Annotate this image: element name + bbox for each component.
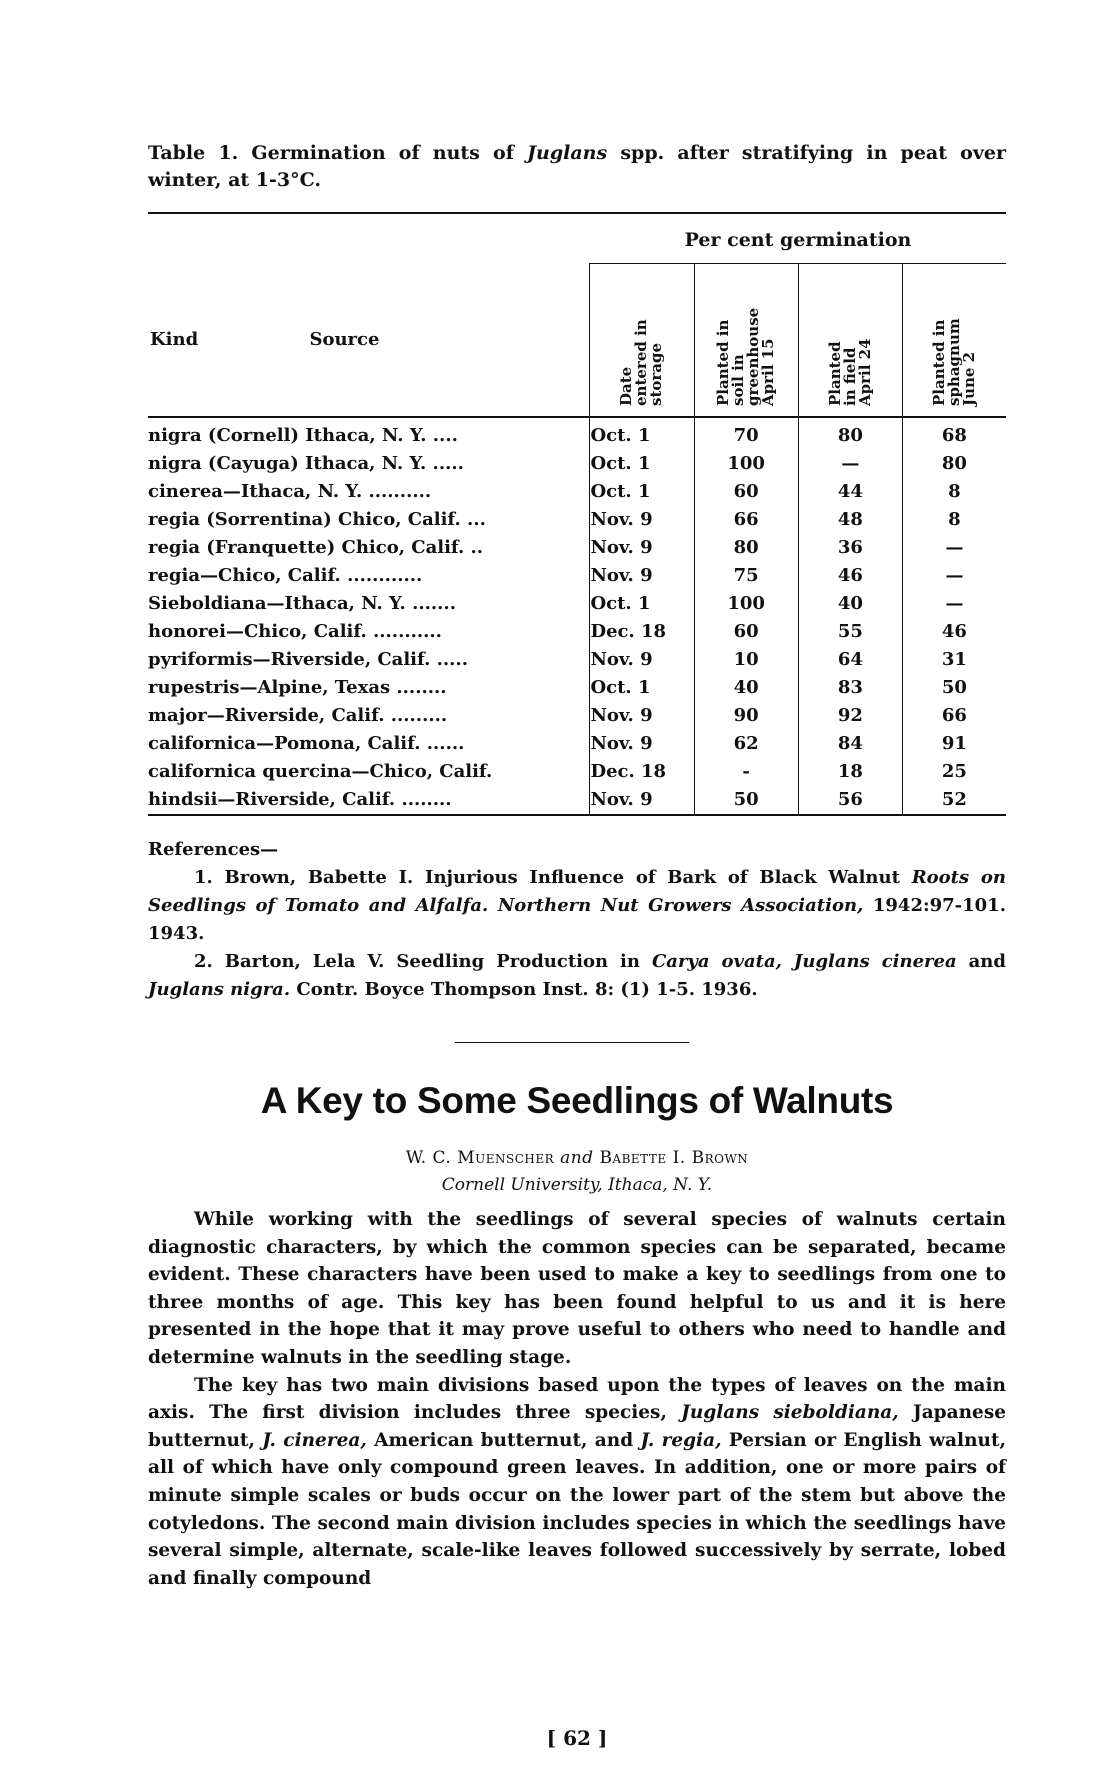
- greenhouse-cell: 50: [694, 786, 798, 815]
- greenhouse-cell: 90: [694, 702, 798, 730]
- date-cell: Nov. 9: [590, 562, 694, 590]
- species-name: Juglans sieboldiana,: [681, 1402, 899, 1424]
- sphagnum-cell: —: [902, 534, 1006, 562]
- field-cell: 48: [798, 506, 902, 534]
- sphagnum-cell: —: [902, 562, 1006, 590]
- table-row: [148, 730, 1006, 758]
- date-cell: Oct. 1: [590, 674, 694, 702]
- kind-cell: pyriformis—Riverside, Calif. .....: [148, 649, 468, 670]
- date-column-label: Date entered in storage: [617, 319, 666, 407]
- reference-authors: Brown, Babette I.: [224, 867, 414, 888]
- caption-text-before: Germination of nuts of: [251, 142, 514, 164]
- author-affiliation: Cornell University, Ithaca, N. Y.: [441, 1175, 713, 1195]
- sphagnum-cell: 46: [902, 618, 1006, 646]
- reference-title-italic: Roots on Seedlings of Tomato and Alfalfa.: [148, 867, 1006, 916]
- greenhouse-cell: 60: [694, 478, 798, 506]
- reference-species: Juglans nigra.: [148, 979, 291, 1000]
- date-cell: Nov. 9: [590, 702, 694, 730]
- kind-cell: rupestris—Alpine, Texas ........: [148, 677, 447, 698]
- per-cent-germination-header: Per cent germination: [684, 229, 912, 251]
- reference-item: [148, 864, 1006, 948]
- reference-citation: Contr. Boyce Thompson Inst. 8: (1) 1-5. 1936.: [296, 979, 758, 1000]
- field-column-header: [798, 264, 902, 417]
- sphagnum-cell: 8: [902, 478, 1006, 506]
- field-cell: 92: [798, 702, 902, 730]
- reference-item: [148, 948, 1006, 1004]
- references-heading: References—: [148, 839, 279, 860]
- table-row: [148, 562, 1006, 590]
- date-cell: Oct. 1: [590, 450, 694, 478]
- kind-cell: nigra (Cayuga) Ithaca, N. Y. .....: [148, 453, 464, 474]
- author-1: W. C. Muenscher: [405, 1148, 555, 1168]
- greenhouse-cell: 75: [694, 562, 798, 590]
- greenhouse-cell: 60: [694, 618, 798, 646]
- source-column-header: Source: [309, 329, 380, 350]
- date-cell: Nov. 9: [590, 646, 694, 674]
- kind-cell: regia—Chico, Calif. ............: [148, 565, 423, 586]
- paragraph-2-text: Japanese butternut,: [148, 1402, 1007, 1451]
- kind-cell: major—Riverside, Calif. .........: [148, 705, 448, 726]
- caption-text-after: spp. after stratifying in peat over winter, at 1-3°C.: [148, 142, 1006, 191]
- reference-title: Injurious Influence of Bark of Black Walnut: [425, 867, 900, 888]
- table-row: [148, 646, 1006, 674]
- sphagnum-cell: 31: [902, 646, 1006, 674]
- table-row: [148, 590, 1006, 618]
- reference-and: and: [968, 951, 1006, 972]
- greenhouse-column-header: [694, 264, 798, 417]
- sphagnum-cell: 50: [902, 674, 1006, 702]
- paragraph-2-text: American butternut, and: [374, 1429, 634, 1451]
- table-row: [148, 450, 1006, 478]
- author-and: and: [560, 1148, 594, 1168]
- sphagnum-column-header: [902, 264, 1006, 417]
- kind-cell: cinerea—Ithaca, N. Y. ..........: [148, 481, 432, 502]
- page-number: [ 62 ]: [546, 1726, 608, 1750]
- sphagnum-cell: 68: [902, 417, 1006, 450]
- date-column-header: [590, 264, 694, 417]
- table-row: [148, 674, 1006, 702]
- kind-cell: honorei—Chico, Calif. ...........: [148, 621, 442, 642]
- sphagnum-cell: 52: [902, 786, 1006, 815]
- table-body: [148, 417, 1006, 815]
- paragraph-2: [148, 1372, 1006, 1593]
- paragraph-1: While working with the seedlings of several species of walnuts certain diagnostic characters, by which the common species can be separated, became evident. These characters have been used to make a key to seedlings from one to three months of age. This key has been found helpful to us and it is here presented in the hope that it may prove useful to others who need to handle and determine walnuts in the seedling stage.: [148, 1209, 1006, 1368]
- date-cell: Nov. 9: [590, 506, 694, 534]
- reference-number: 1.: [194, 867, 213, 888]
- date-cell: Oct. 1: [590, 478, 694, 506]
- author-2: Babette I. Brown: [599, 1148, 749, 1168]
- article-authors: [148, 1148, 1006, 1168]
- sphagnum-cell: 25: [902, 758, 1006, 786]
- kind-cell: Sieboldiana—Ithaca, N. Y. .......: [148, 593, 456, 614]
- species-name: J. regia,: [640, 1429, 722, 1451]
- table-row: [148, 534, 1006, 562]
- table-row: [148, 702, 1006, 730]
- germination-table: [148, 212, 1006, 816]
- kind-cell: nigra (Cornell) Ithaca, N. Y. ....: [148, 425, 458, 446]
- kind-cell: regia (Sorrentina) Chico, Calif. ...: [148, 509, 486, 530]
- greenhouse-cell: 62: [694, 730, 798, 758]
- sphagnum-cell: —: [902, 590, 1006, 618]
- sphagnum-cell: 66: [902, 702, 1006, 730]
- sphagnum-cell: 80: [902, 450, 1006, 478]
- date-cell: Nov. 9: [590, 534, 694, 562]
- date-cell: Oct. 1: [590, 590, 694, 618]
- field-cell: —: [798, 450, 902, 478]
- field-cell: 83: [798, 674, 902, 702]
- date-cell: Oct. 1: [590, 417, 694, 450]
- date-cell: Dec. 18: [590, 758, 694, 786]
- species-name: J. cinerea,: [262, 1429, 367, 1451]
- kind-cell: californica quercina—Chico, Calif.: [148, 761, 493, 782]
- table-row: [148, 618, 1006, 646]
- date-cell: Dec. 18: [590, 618, 694, 646]
- paragraph-2-text: Persian or English walnut, all of which have only compound green leaves. In addition, one or more pairs of minute simple scales or buds occur on the lower part of the stem but above the cotyledons. The second main division includes species in which the seedlings have several simple, alternate, scale-like leaves followed successively by serrate, lobed and finally compound: [148, 1429, 1006, 1589]
- field-cell: 80: [798, 417, 902, 450]
- article-body: [148, 1206, 1006, 1592]
- field-cell: 55: [798, 618, 902, 646]
- table-group-header-row: [148, 213, 1006, 263]
- table-caption: [148, 140, 1006, 194]
- field-cell: 44: [798, 478, 902, 506]
- reference-authors: Barton, Lela V.: [224, 951, 385, 972]
- sphagnum-cell: 91: [902, 730, 1006, 758]
- table-row: [148, 417, 1006, 450]
- reference-journal: Northern Nut Growers Association,: [497, 895, 864, 916]
- date-cell: Nov. 9: [590, 730, 694, 758]
- kind-column-header: Kind: [150, 329, 199, 350]
- kind-cell: hindsii—Riverside, Calif. ........: [148, 789, 452, 810]
- reference-species: Carya ovata, Juglans cinerea: [651, 951, 957, 972]
- greenhouse-cell: 40: [694, 674, 798, 702]
- caption-genus: Juglans: [527, 142, 608, 164]
- field-cell: 18: [798, 758, 902, 786]
- field-cell: 64: [798, 646, 902, 674]
- field-cell: 46: [798, 562, 902, 590]
- field-column-label: Planted in field April 24: [825, 338, 874, 407]
- paragraph-2-text: The key has two main divisions based upon the types of leaves on the main axis. The first division includes three species,: [148, 1374, 1006, 1424]
- reference-title: Seedling Production in: [396, 951, 640, 972]
- table-row: [148, 478, 1006, 506]
- greenhouse-cell: 100: [694, 450, 798, 478]
- field-cell: 40: [798, 590, 902, 618]
- table-row: [148, 506, 1006, 534]
- table-column-header-row: [148, 264, 1006, 417]
- table-row: [148, 786, 1006, 815]
- field-cell: 56: [798, 786, 902, 815]
- kind-cell: regia (Franquette) Chico, Calif. ..: [148, 537, 484, 558]
- kind-cell: californica—Pomona, Calif. ......: [148, 733, 465, 754]
- sphagnum-cell: 8: [902, 506, 1006, 534]
- greenhouse-cell: 80: [694, 534, 798, 562]
- references-section: [148, 836, 1006, 1004]
- greenhouse-cell: -: [694, 758, 798, 786]
- field-cell: 84: [798, 730, 902, 758]
- date-cell: Nov. 9: [590, 786, 694, 815]
- greenhouse-cell: 70: [694, 417, 798, 450]
- greenhouse-cell: 10: [694, 646, 798, 674]
- article-title: A Key to Some Seedlings of Walnuts: [260, 1080, 894, 1121]
- greenhouse-cell: 100: [694, 590, 798, 618]
- section-divider: [455, 1042, 689, 1043]
- table-row: [148, 758, 1006, 786]
- greenhouse-cell: 66: [694, 506, 798, 534]
- sphagnum-column-label: Planted in sphagnum June 2: [929, 318, 978, 407]
- reference-citation: 1942:97-101. 1943.: [148, 895, 1006, 944]
- greenhouse-column-label: Planted in soil in greenhouse April 15: [714, 308, 778, 407]
- reference-number: 2.: [194, 951, 213, 972]
- table-label: Table 1.: [148, 142, 239, 164]
- field-cell: 36: [798, 534, 902, 562]
